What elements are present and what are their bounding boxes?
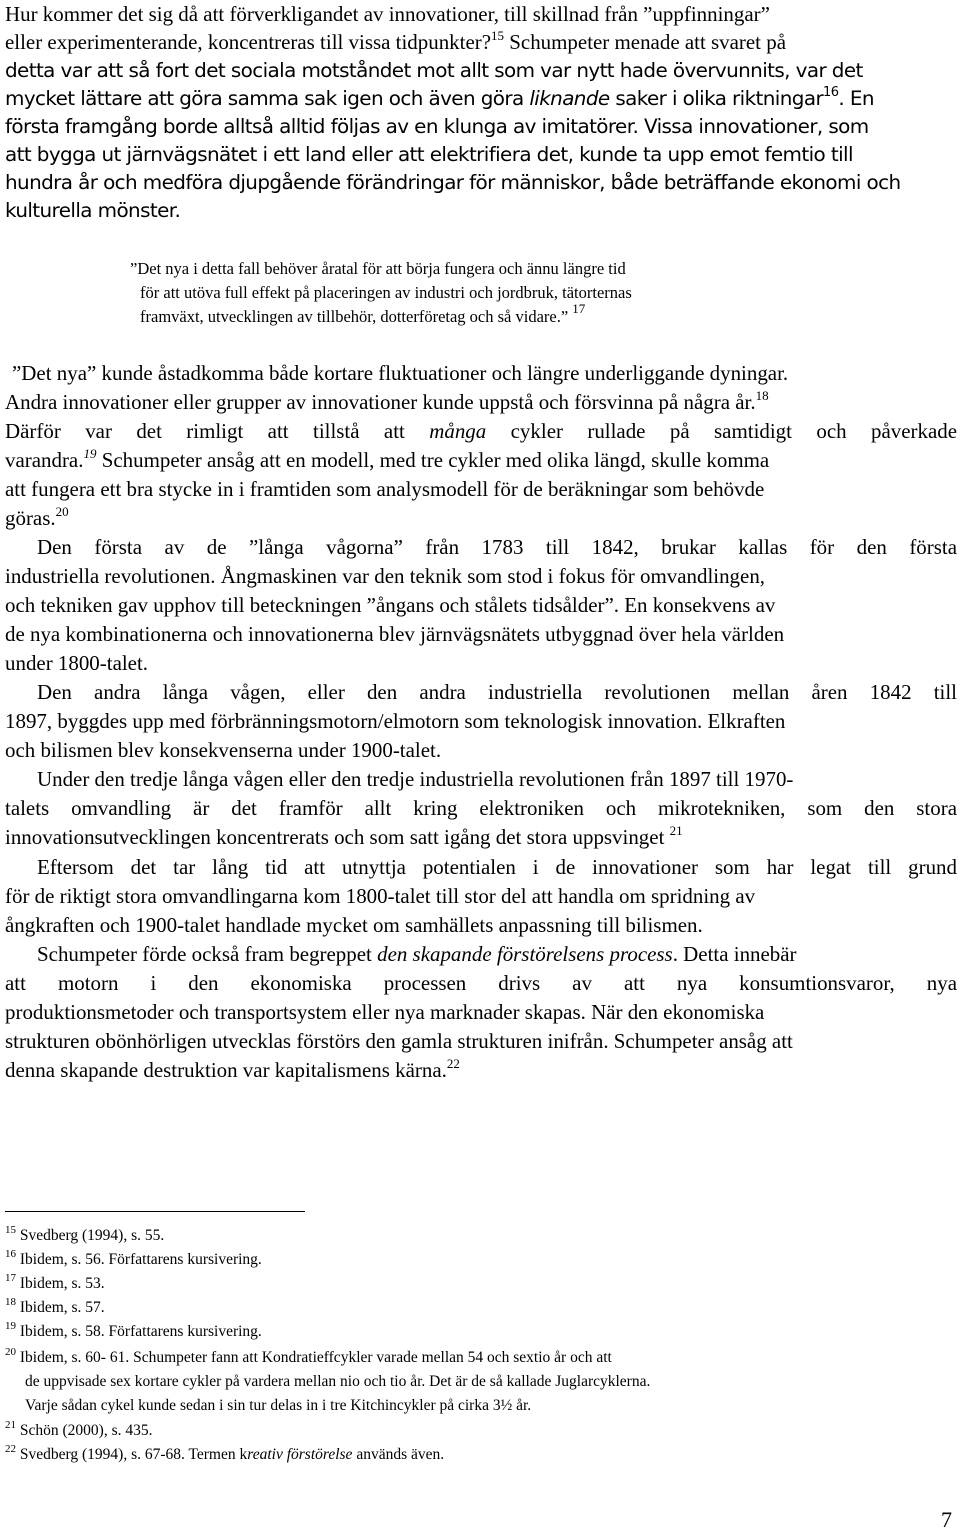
text-line [12, 359, 957, 387]
text-line [5, 620, 957, 648]
footnote-number: 17 [5, 1272, 16, 1284]
text-line [5, 417, 957, 445]
text-line [5, 911, 957, 939]
text-span: att motorn i den ekonomiska processen drivs av att nya konsumtionsvaror, nya [5, 971, 957, 995]
text-span: 1897, byggdes upp med förbränningsmotorn/elmotorn som teknologisk innovation. Elkraften [5, 709, 786, 733]
footnote-ref[interactable]: 16 [823, 85, 839, 100]
footnote-number: 18 [5, 1296, 16, 1308]
text-span: Andra innovationer eller grupper av innovationer kunde uppstå och försvinna på några år. [5, 390, 756, 414]
footnote-divider [5, 1211, 305, 1212]
footnote-ref[interactable]: 18 [755, 388, 769, 403]
text-span: . En [838, 86, 874, 110]
footnote [5, 1273, 105, 1295]
text-span: ”Det nya” kunde åstadkomma både kortare fluktuationer och längre underliggande dyningar. [12, 361, 789, 385]
footnote-text: används även. [352, 1446, 445, 1463]
text-line [5, 388, 957, 416]
text-span: Hur kommer det sig då att förverkligandet av innovationer, till skillnad från ”uppfinningar” [5, 2, 770, 26]
footnote-number: 15 [5, 1224, 16, 1236]
text-line [5, 998, 957, 1026]
footnote-text: Svedberg (1994), s. 67-68. Termen k [16, 1446, 248, 1463]
quote-line [130, 257, 626, 281]
text-span: strukturen obönhörligen utvecklas förstörs den gamla strukturen inifrån. Schumpeter ansåg att [5, 1029, 793, 1053]
text-span: Schumpeter menade att svaret på [504, 30, 786, 54]
text-span: produktionsmetoder och transportsystem eller nya marknader skapas. När den ekonomiska [5, 1000, 765, 1024]
text-span: varandra. [5, 448, 84, 472]
text-line [5, 1056, 957, 1084]
text-span: kulturella mönster. [5, 198, 181, 222]
text-span: Eftersom det tar lång tid att utnyttja potentialen i de innovationer som har legat till grund [37, 855, 957, 879]
footnote [5, 1420, 152, 1442]
text-line [5, 28, 957, 56]
text-line [5, 0, 957, 28]
text-line [37, 678, 957, 706]
text-span: ångkraften och 1900-talet handlade mycket om samhällets anpassning till bilismen. [5, 913, 703, 937]
text-span: Under den tredje långa vågen eller den tredje industriella revolutionen från 1897 till 1970- [37, 767, 794, 791]
quote-line [140, 281, 632, 305]
text-span: . Detta innebär [672, 942, 797, 966]
text-line [5, 562, 957, 590]
footnote-text: Varje sådan cykel kunde sedan i sin tur delas in i tre Kitchincykler på cirka 3½ år. [25, 1397, 532, 1414]
text-span: industriella revolutionen. Ångmaskinen var den teknik som stod i fokus för omvandlingen, [5, 564, 766, 588]
footnote-text: Schön (2000), s. 435. [16, 1422, 153, 1439]
footnote-ref[interactable]: 20 [55, 504, 69, 519]
footnote [5, 1444, 444, 1466]
text-span: denna skapande destruktion var kapitalismens kärna. [5, 1058, 447, 1082]
text-span: saker i olika riktningar [609, 86, 824, 110]
emphasis-text: många [429, 419, 487, 443]
text-span: talets omvandling är det framför allt kring elektroniken och mikrotekniken, som den stora [5, 796, 957, 820]
quote-line [140, 301, 586, 329]
text-line [5, 823, 957, 851]
text-span: för att utöva full effekt på placeringen av industri och jordbruk, tätorternas [140, 283, 632, 302]
text-line [37, 533, 957, 561]
text-span: första framgång borde alltså alltid följas av en klunga av imitatörer. Vissa innovationer, som [5, 114, 869, 138]
text-line [37, 853, 957, 881]
text-line [5, 475, 957, 503]
text-span: cykler rullade på samtidigt och påverkade [486, 419, 957, 443]
footnote-continuation [25, 1371, 650, 1393]
text-span: Därför var det rimligt att tillstå att [5, 419, 430, 443]
text-line [5, 56, 957, 84]
footnote [5, 1225, 164, 1247]
footnote-ref[interactable]: 21 [669, 823, 683, 838]
text-line [5, 446, 957, 474]
text-line [37, 765, 957, 793]
text-span: eller experimenterande, koncentreras till vissa tidpunkter? [5, 30, 492, 54]
text-line [5, 969, 957, 997]
text-span: de nya kombinationerna och innovationerna blev järnvägsnätets utbyggnad över hela världen [5, 622, 785, 646]
footnote-continuation [25, 1395, 531, 1417]
footnote [5, 1249, 262, 1271]
footnote-text: Ibidem, s. 60- 61. Schumpeter fann att Kondratieffcykler varade mellan 54 och sextio år och att [16, 1349, 612, 1366]
page-number: 7 [941, 1507, 952, 1532]
text-line [5, 649, 957, 677]
footnote-number: 22 [5, 1443, 16, 1455]
footnote-number: 21 [5, 1419, 16, 1431]
footnote-ref[interactable]: 19 [83, 446, 97, 461]
footnote-text: de uppvisade sex kortare cykler på vardera mellan nio och tio år. Det är de så kallade Juglarcyklerna. [25, 1373, 651, 1390]
text-span: och bilismen blev konsekvenserna under 1900-talet. [5, 738, 442, 762]
text-span: Schumpeter förde också fram begreppet [37, 942, 378, 966]
footnote-text: Svedberg (1994), s. 55. [16, 1227, 165, 1244]
footnote [5, 1347, 612, 1369]
text-span: detta var att så fort det sociala motståndet mot allt som var nytt hade övervunnits, var det [5, 58, 863, 82]
footnote-ref[interactable]: 17 [572, 301, 586, 316]
text-span: framväxt, utvecklingen av tillbehör, dotterföretag och så vidare.” [140, 307, 569, 326]
text-span: Schumpeter ansåg att en modell, med tre cykler med olika längd, skulle komma [96, 448, 770, 472]
text-line [5, 707, 957, 735]
footnote-number: 16 [5, 1248, 16, 1260]
text-span: Den andra långa vågen, eller den andra industriella revolutionen mellan åren 1842 till [37, 680, 957, 704]
footnote-text: Ibidem, s. 56. Författarens kursivering. [16, 1251, 262, 1268]
text-span: att fungera ett bra stycke in i framtiden som analysmodell för de beräkningar som behövde [5, 477, 765, 501]
text-line [5, 196, 957, 224]
footnote-ref[interactable]: 22 [446, 1056, 460, 1071]
text-line [5, 84, 957, 112]
text-span: och tekniken gav upphov till beteckningen ”ångans och stålets tidsålder”. En konsekvens av [5, 593, 776, 617]
footnote-number: 20 [5, 1346, 16, 1358]
footnote-text: Ibidem, s. 58. Författarens kursivering. [16, 1323, 262, 1340]
text-span: under 1800-talet. [5, 651, 149, 675]
emphasis-text: liknande [529, 86, 610, 110]
footnote [5, 1321, 262, 1343]
text-span: för de riktigt stora omvandlingarna kom 1800-talet till stor del att handla om spridning av [5, 884, 756, 908]
footnote-text: Ibidem, s. 57. [16, 1299, 105, 1316]
text-line [5, 736, 957, 764]
text-span: göras. [5, 506, 56, 530]
text-line [37, 940, 957, 968]
text-line [5, 794, 957, 822]
text-span: innovationsutvecklingen koncentrerats och som satt igång det stora uppsvinget [5, 825, 670, 849]
text-line [5, 882, 957, 910]
footnote [5, 1297, 105, 1319]
emphasis-text: reativ förstörelse [247, 1446, 353, 1463]
text-line [5, 504, 957, 532]
text-span: mycket lättare att göra samma sak igen och även göra [5, 86, 530, 110]
text-line [5, 140, 957, 168]
text-span: Den första av de ”långa vågorna” från 1783 till 1842, brukar kallas för den första [37, 535, 957, 559]
text-line [5, 112, 957, 140]
text-line [5, 168, 957, 196]
footnote-ref[interactable]: 15 [491, 28, 505, 43]
text-span: hundra år och medföra djupgående förändringar för människor, både beträffande ekonomi och [5, 170, 901, 194]
text-line [5, 591, 957, 619]
text-span: att bygga ut järnvägsnätet i ett land eller att elektrifiera det, kunde ta upp emot femtio till [5, 142, 853, 166]
footnote-text: Ibidem, s. 53. [16, 1275, 105, 1292]
emphasis-text: den skapande förstörelsens process [377, 942, 673, 966]
text-span: ”Det nya i detta fall behöver åratal för att börja fungera och ännu längre tid [130, 259, 626, 278]
text-line [5, 1027, 957, 1055]
footnote-number: 19 [5, 1320, 16, 1332]
